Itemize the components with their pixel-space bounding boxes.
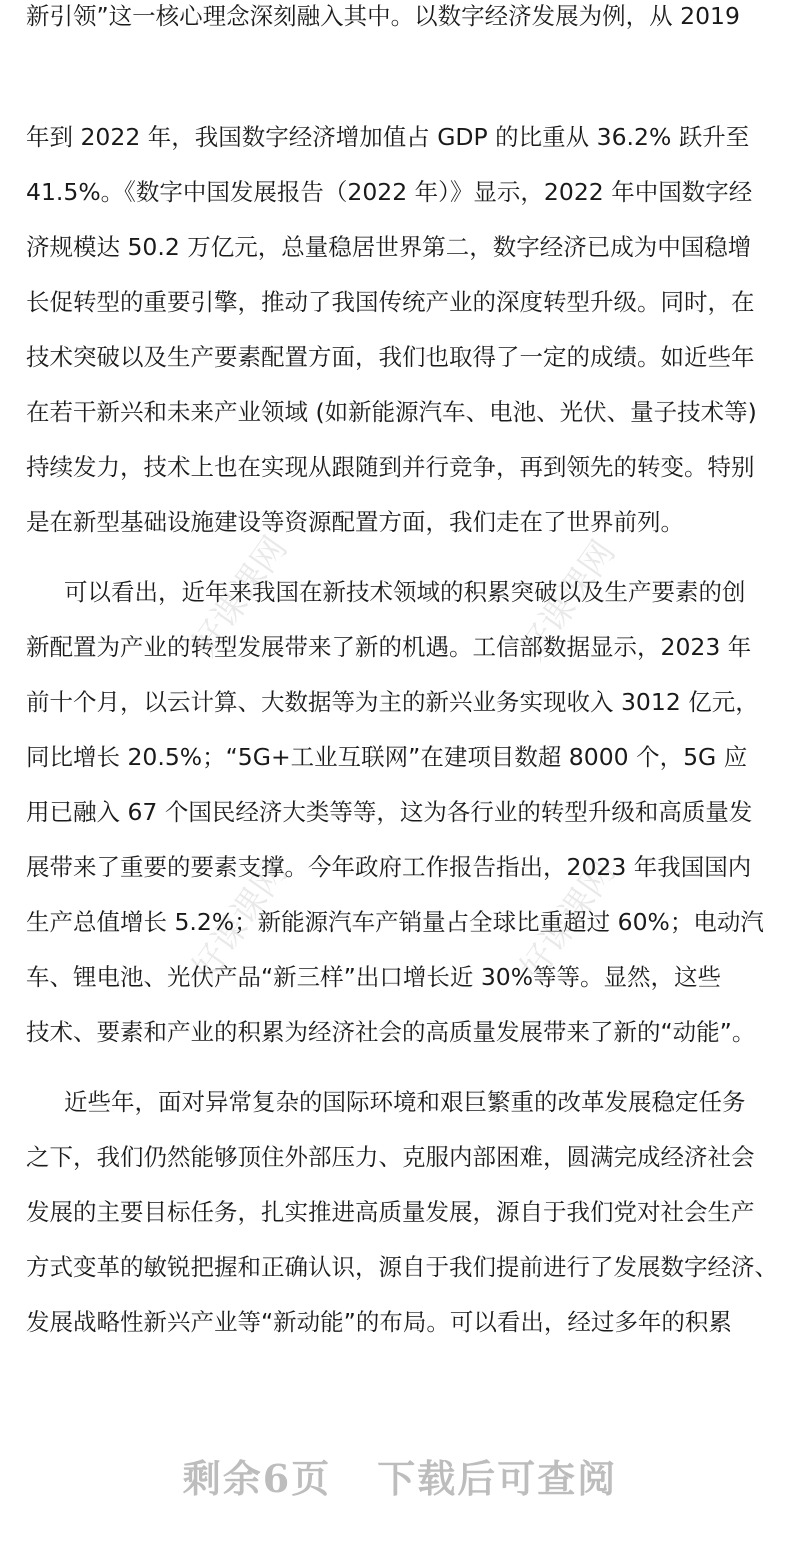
download-to-view-label[interactable]: 下载后可查阅	[377, 1456, 618, 1501]
text-line: 技术、要素和产业的积累为经济社会的高质量发展带来了新的“动能”。	[26, 1018, 756, 1046]
download-banner[interactable]	[0, 1448, 800, 1503]
text-line: 发展的主要目标任务，扎实推进高质量发展，源自于我们党对社会生产	[26, 1198, 755, 1226]
text-line: 41.5%。《数字中国发展报告（2022 年）》显示，2022 年中国数字经	[26, 178, 753, 206]
text-line: 展带来了重要的要素支撑。今年政府工作报告指出，2023 年我国国内	[26, 853, 752, 881]
text-line: 新引领”这一核心理念深刻融入其中。以数字经济发展为例，从 2019	[26, 2, 740, 30]
text-line: 发展战略性新兴产业等“新动能”的布局。可以看出，经过多年的积累	[26, 1308, 732, 1336]
paragraph-first-line: 近些年，面对异常复杂的国际环境和艰巨繁重的改革发展稳定任务	[64, 1088, 746, 1116]
text-line: 长促转型的重要引擎，推动了我国传统产业的深度转型升级。同时，在	[26, 288, 755, 316]
watermark: 好课课网	[184, 853, 296, 988]
text-line: 之下，我们仍然能够顶住外部压力、克服内部困难，圆满完成经济社会	[26, 1143, 755, 1171]
watermark: 好课课网	[512, 853, 624, 988]
watermark: 好课课网	[512, 533, 624, 668]
text-line: 在若干新兴和未来产业领域 (如新能源汽车、电池、光伏、量子技术等)	[26, 398, 757, 426]
text-line: 济规模达 50.2 万亿元，总量稳居世界第二，数字经济已成为中国稳增	[26, 233, 752, 261]
text-line: 车、锂电池、光伏产品“新三样”出口增长近 30%等等。显然，这些	[26, 963, 722, 991]
text-line: 同比增长 20.5%；“5G+工业互联网”在建项目数超 8000 个，5G 应	[26, 743, 748, 771]
remaining-pages-label[interactable]: 剩余6页	[182, 1456, 332, 1501]
text-line: 方式变革的敏锐把握和正确认识，源自于我们提前进行了发展数字经济、	[26, 1253, 778, 1281]
text-line: 技术突破以及生产要素配置方面，我们也取得了一定的成绩。如近些年	[26, 343, 755, 371]
text-line: 生产总值增长 5.2%；新能源汽车产销量占全球比重超过 60%；电动汽	[26, 908, 764, 936]
text-line: 是在新型基础设施建设等资源配置方面，我们走在了世界前列。	[26, 508, 684, 536]
text-line: 年到 2022 年，我国数字经济增加值占 GDP 的比重从 36.2% 跃升至	[26, 123, 750, 151]
text-line: 持续发力，技术上也在实现从跟随到并行竞争，再到领先的转变。特别	[26, 453, 755, 481]
text-line: 新配置为产业的转型发展带来了新的机遇。工信部数据显示，2023 年	[26, 633, 752, 661]
watermark: 好课课网	[184, 529, 296, 664]
text-line: 前十个月，以云计算、大数据等为主的新兴业务实现收入 3012 亿元，	[26, 688, 759, 716]
text-line: 用已融入 67 个国民经济大类等等，这为各行业的转型升级和高质量发	[26, 798, 753, 826]
paragraph-first-line: 可以看出，近年来我国在新技术领域的积累突破以及生产要素的创	[64, 578, 746, 606]
